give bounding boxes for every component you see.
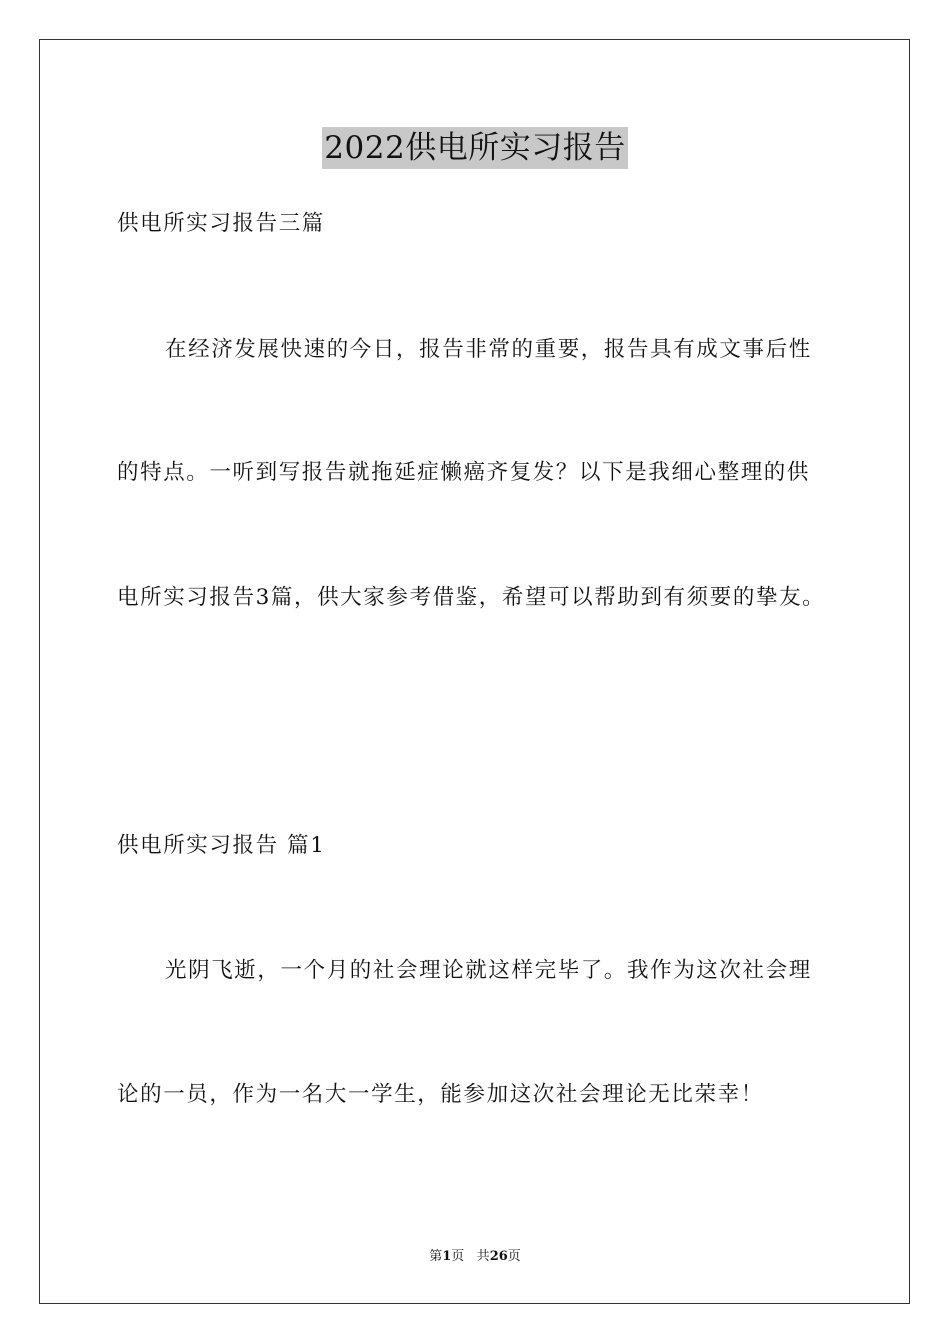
footer-total-pages: 26 xyxy=(489,1249,508,1264)
footer-page-prefix: 第 xyxy=(429,1249,443,1264)
intro-paragraph-line: 的特点。一听到写报告就拖延症懒癌齐复发？以下是我细心整理的供 xyxy=(117,460,811,485)
footer-page-number: 1 xyxy=(442,1249,452,1264)
footer-page-suffix: 页 xyxy=(451,1249,465,1264)
document-title: 2022供电所实习报告 xyxy=(322,127,627,169)
document-subtitle: 供电所实习报告三篇 xyxy=(117,211,325,236)
section-heading: 供电所实习报告 篇1 xyxy=(117,833,326,858)
footer-total-prefix: 共 xyxy=(476,1249,490,1264)
title-container xyxy=(0,127,950,169)
intro-paragraph-line: 电所实习报告3篇，供大家参考借鉴，希望可以帮助到有须要的挚友。 xyxy=(117,585,826,610)
intro-paragraph-line: 在经济发展快速的今日，报告非常的重要，报告具有成文事后性 xyxy=(165,337,812,362)
page-footer xyxy=(0,1248,950,1266)
footer-total-suffix: 页 xyxy=(507,1249,521,1264)
section-paragraph-line: 光阴飞逝，一个月的社会理论就这样完毕了。我作为这次社会理 xyxy=(165,958,812,983)
section-paragraph-line: 论的一员，作为一名大一学生，能参加这次社会理论无比荣幸！ xyxy=(117,1082,764,1107)
